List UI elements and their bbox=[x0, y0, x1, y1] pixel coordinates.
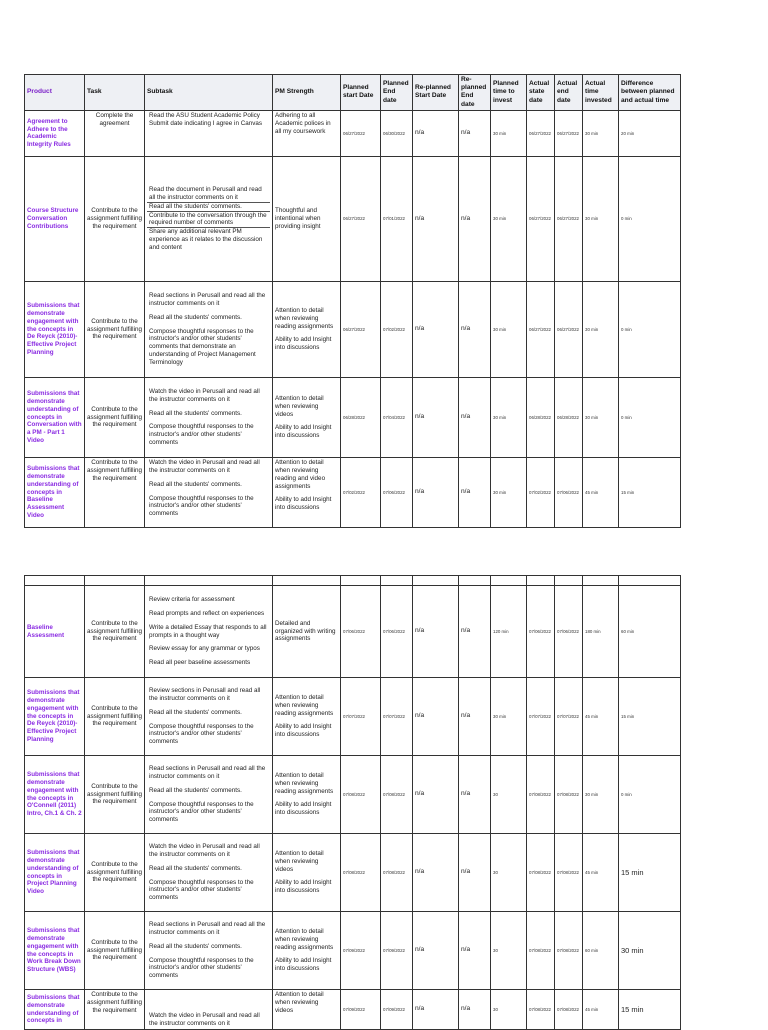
planned-start-cell: 06/28/2022 bbox=[341, 377, 381, 457]
actual-end-cell: 07/06/2022 bbox=[555, 586, 583, 678]
planned-end-cell: 07/08/2022 bbox=[381, 756, 413, 834]
actual-time-cell: 30 min bbox=[583, 156, 619, 281]
subtask-cell bbox=[145, 377, 273, 457]
task-cell: Contribute to the assignment fulfilling the requirement bbox=[85, 281, 145, 377]
replanned-start-cell: n/a bbox=[413, 586, 459, 678]
subtask-cell bbox=[145, 912, 273, 990]
strength-line: Attention to detail when reviewing reading assignments bbox=[275, 693, 334, 717]
pm-strength-cell bbox=[273, 457, 341, 527]
subtask-line: Read all the students' comments. bbox=[149, 708, 242, 716]
strength-line: Ability to add Insight into discussions bbox=[275, 801, 332, 817]
subtask-line: Read all the students' comments. bbox=[149, 942, 242, 950]
planned-start-cell: 06/27/2022 bbox=[341, 156, 381, 281]
replanned-start-cell: n/a bbox=[413, 156, 459, 281]
actual-start-cell: 06/28/2022 bbox=[527, 377, 555, 457]
planned-end-cell: 07/06/2022 bbox=[381, 586, 413, 678]
actual-end-cell: 07/08/2022 bbox=[555, 834, 583, 912]
planned-time-cell: 30 bbox=[491, 912, 527, 990]
subtask-line: Read all the students' comments. bbox=[149, 786, 242, 794]
subtask-line: Write a detailed Essay that responds to all prompts in a thought way bbox=[149, 623, 267, 639]
product-cell: Submissions that demonstrate understanding of concepts in Project Planning Video bbox=[25, 834, 85, 912]
subtask-cell bbox=[145, 457, 273, 527]
header-actual-start: Actual state date bbox=[527, 75, 555, 111]
strength-line: Attention to detail when reviewing videos bbox=[275, 394, 324, 418]
planned-time-cell: 30 bbox=[491, 834, 527, 912]
empty-header-row bbox=[25, 576, 681, 586]
pm-strength-cell bbox=[273, 377, 341, 457]
task-cell: Contribute to the assignment fulfilling the requirement bbox=[85, 834, 145, 912]
difference-cell: 0 min bbox=[619, 281, 681, 377]
subtask-line: Compose thoughtful responses to the instructor's and/or other students' comments bbox=[149, 878, 254, 902]
header-task: Task bbox=[85, 75, 145, 111]
replanned-start-cell: n/a bbox=[413, 990, 459, 1030]
strength-line: Attention to detail when reviewing reading assignments bbox=[275, 771, 334, 795]
header-actual-time: Actual time invested bbox=[583, 75, 619, 111]
subtask-line: Watch the video in Perusall and read all the instructor comments on it bbox=[149, 387, 260, 403]
strength-line: Ability to add Insight into discussions bbox=[275, 336, 332, 352]
subtask-line: Read all the students' comments. bbox=[149, 864, 242, 872]
header-subtask: Subtask bbox=[145, 75, 273, 111]
planned-start-cell: 07/06/2022 bbox=[341, 586, 381, 678]
actual-end-cell: 06/27/2022 bbox=[555, 281, 583, 377]
actual-end-cell: 07/08/2022 bbox=[555, 912, 583, 990]
product-cell: Course Structure Conversation Contributions bbox=[25, 156, 85, 281]
planned-time-cell: 30 min bbox=[491, 678, 527, 756]
task-cell: Contribute to the assignment fulfilling the requirement bbox=[85, 912, 145, 990]
difference-cell: 0 min bbox=[619, 156, 681, 281]
subtask-cell bbox=[145, 678, 273, 756]
subtask-cell bbox=[145, 281, 273, 377]
actual-time-cell: 60 min bbox=[583, 912, 619, 990]
header-planned-start: Planned start Date bbox=[341, 75, 381, 111]
subtask-line: Review essay for any grammar or typos bbox=[149, 645, 260, 653]
product-cell: Submissions that demonstrate understanding of concepts in Conversation with a PM - Part 1 Video bbox=[25, 377, 85, 457]
actual-start-cell: 06/27/2022 bbox=[527, 281, 555, 377]
actual-time-cell: 30 min bbox=[583, 281, 619, 377]
replanned-start-cell: n/a bbox=[413, 110, 459, 156]
subtask-line: Read sections in Perusall and read all the instructor comments on it bbox=[149, 920, 266, 936]
subtask-line: Watch the video in Perusall and read all the instructor comments on it bbox=[149, 842, 260, 858]
actual-start-cell: 07/08/2022 bbox=[527, 834, 555, 912]
strength-line: Attention to detail when reviewing reading assignments bbox=[275, 927, 334, 951]
difference-cell: 60 min bbox=[619, 586, 681, 678]
strength-line: Ability to add Insight into discussions bbox=[275, 957, 332, 973]
actual-start-cell: 06/27/2022 bbox=[527, 110, 555, 156]
difference-cell: 15 min bbox=[619, 457, 681, 527]
actual-start-cell: 07/08/2022 bbox=[527, 990, 555, 1030]
strength-line: Attention to detail when reviewing reading assignments bbox=[275, 306, 334, 330]
subtask-cell bbox=[145, 586, 273, 678]
subtask-line: Watch the video in Perusall and read all the instructor comments on it bbox=[149, 458, 260, 474]
actual-time-cell: 30 min bbox=[583, 756, 619, 834]
table-row bbox=[25, 457, 681, 527]
table-row bbox=[25, 110, 681, 156]
actual-end-cell: 06/27/2022 bbox=[555, 110, 583, 156]
planned-start-cell: 06/27/2022 bbox=[341, 281, 381, 377]
product-cell: Baseline Assessment bbox=[25, 586, 85, 678]
product-cell: Submissions that demonstrate engagement with the concepts in Work Break Down Structure (WBS) bbox=[25, 912, 85, 990]
product-cell: Submissions that demonstrate understanding of concepts in bbox=[25, 990, 85, 1030]
replanned-start-cell: n/a bbox=[413, 281, 459, 377]
task-cell: Contribute to the assignment fulfilling the requirement bbox=[85, 156, 145, 281]
header-actual-end: Actual end date bbox=[555, 75, 583, 111]
product-cell: Submissions that demonstrate understanding of concepts in Baseline Assessment Video bbox=[25, 457, 85, 527]
header-difference: Difference between planned and actual time bbox=[619, 75, 681, 111]
replanned-end-cell: n/a bbox=[459, 457, 491, 527]
planned-end-cell: 07/07/2022 bbox=[381, 678, 413, 756]
actual-time-cell: 30 min bbox=[583, 377, 619, 457]
strength-line: Attention to detail when reviewing videos bbox=[275, 849, 324, 873]
header-replanned-start: Re-planned Start Date bbox=[413, 75, 459, 111]
project-plan-table-1 bbox=[24, 74, 681, 528]
strength-line: Ability to add Insight into discussions bbox=[275, 496, 332, 512]
subtask-cell bbox=[145, 756, 273, 834]
replanned-end-cell: n/a bbox=[459, 281, 491, 377]
planned-end-cell: 07/01/2022 bbox=[381, 156, 413, 281]
actual-start-cell: 07/07/2022 bbox=[527, 678, 555, 756]
header-planned-end: Planned End date bbox=[381, 75, 413, 111]
subtask-line: Compose thoughtful responses to the instructor's and/or other students' comments bbox=[149, 423, 254, 447]
task-cell: Contribute to the assignment fulfilling the requirement bbox=[85, 990, 145, 1030]
strength-line: Ability to add Insight into discussions bbox=[275, 879, 332, 895]
subtask-line: Compose thoughtful responses to the instructor's and/or other students' comments bbox=[149, 800, 254, 824]
pm-strength-cell bbox=[273, 281, 341, 377]
pm-strength-cell bbox=[273, 756, 341, 834]
subtask-line: Compose thoughtful responses to the instructor's and/or other students' comments bbox=[149, 956, 254, 980]
replanned-end-cell: n/a bbox=[459, 912, 491, 990]
task-cell: Contribute to the assignment fulfilling the requirement bbox=[85, 457, 145, 527]
actual-start-cell: 07/08/2022 bbox=[527, 912, 555, 990]
pm-strength-cell bbox=[273, 912, 341, 990]
replanned-end-cell: n/a bbox=[459, 756, 491, 834]
actual-start-cell: 07/06/2022 bbox=[527, 586, 555, 678]
actual-end-cell: 07/08/2022 bbox=[555, 756, 583, 834]
subtask-line: Read the ASU Student Academic Policy bbox=[149, 111, 260, 119]
task-cell: Contribute to the assignment fulfilling the requirement bbox=[85, 678, 145, 756]
actual-time-cell: 45 min bbox=[583, 678, 619, 756]
planned-start-cell: 07/09/2022 bbox=[341, 990, 381, 1030]
header-planned-time: Planned time to invest bbox=[491, 75, 527, 111]
actual-time-cell: 45 min bbox=[583, 990, 619, 1030]
planned-start-cell: 06/27/2022 bbox=[341, 110, 381, 156]
planned-end-cell: 07/08/2022 bbox=[381, 834, 413, 912]
replanned-start-cell: n/a bbox=[413, 756, 459, 834]
replanned-start-cell: n/a bbox=[413, 377, 459, 457]
planned-time-cell: 30 min bbox=[491, 281, 527, 377]
subtask-line: Read prompts and reflect on experiences bbox=[149, 609, 265, 617]
planned-time-cell: 30 bbox=[491, 756, 527, 834]
replanned-start-cell: n/a bbox=[413, 678, 459, 756]
replanned-end-cell: n/a bbox=[459, 990, 491, 1030]
strength-line: Ability to add Insight into discussions bbox=[275, 424, 332, 440]
strength-line: Attention to detail when reviewing reading and video assignments bbox=[275, 458, 326, 490]
subtask-line: Contribute to the conversation through the required number of comments bbox=[147, 212, 270, 229]
subtask-line: Review criteria for assessment bbox=[149, 595, 235, 603]
difference-cell: 15 min bbox=[619, 990, 681, 1030]
subtask-line: Share any additional relevant PM experience as it relates to the discussion and content bbox=[149, 228, 263, 252]
table-row bbox=[25, 678, 681, 756]
subtask-line: Submit date indicating I agree in Canvas bbox=[149, 119, 263, 127]
planned-end-cell: 07/02/2022 bbox=[381, 281, 413, 377]
pm-strength-cell bbox=[273, 156, 341, 281]
subtask-cell bbox=[145, 110, 273, 156]
replanned-end-cell: n/a bbox=[459, 156, 491, 281]
subtask-line: Compose thoughtful responses to the instructor's and/or other students' comments that demonstrate an understanding of Project Management Terminology bbox=[149, 327, 256, 367]
subtask-line: Read all peer baseline assessments bbox=[149, 659, 251, 667]
header-replanned-end: Re-planned End date bbox=[459, 75, 491, 111]
actual-start-cell: 07/02/2022 bbox=[527, 457, 555, 527]
table-row bbox=[25, 281, 681, 377]
subtask-line: Read all the students' comments. bbox=[149, 480, 242, 488]
planned-time-cell: 30 min bbox=[491, 377, 527, 457]
difference-cell: 15 min bbox=[619, 834, 681, 912]
planned-time-cell: 30 bbox=[491, 990, 527, 1030]
task-cell: Contribute to the assignment fulfilling the requirement bbox=[85, 377, 145, 457]
planned-time-cell: 120 min bbox=[491, 586, 527, 678]
subtask-line: Read sections in Perusall and read all the instructor comments on it bbox=[149, 292, 266, 307]
actual-end-cell: 06/27/2022 bbox=[555, 156, 583, 281]
subtask-line: Read all the students' comments. bbox=[147, 203, 270, 212]
subtask-line: Read sections in Perusall and read all the instructor comments on it bbox=[149, 764, 266, 780]
difference-cell: 20 min bbox=[619, 110, 681, 156]
actual-end-cell: 06/28/2022 bbox=[555, 377, 583, 457]
planned-end-cell: 07/09/2022 bbox=[381, 912, 413, 990]
replanned-end-cell: n/a bbox=[459, 678, 491, 756]
header-row bbox=[25, 75, 681, 111]
subtask-cell bbox=[145, 156, 273, 281]
replanned-end-cell: n/a bbox=[459, 586, 491, 678]
pm-strength-cell bbox=[273, 586, 341, 678]
table-row bbox=[25, 156, 681, 281]
actual-time-cell: 45 min bbox=[583, 457, 619, 527]
subtask-line: Read the document in Perusall and read all the instructor comments on it bbox=[147, 186, 270, 203]
subtask-line: Watch the video in Perusall and read all the instructor comments on it bbox=[149, 1012, 260, 1027]
strength-line: Thoughtful and intentional when providing insight bbox=[275, 207, 321, 230]
table-row bbox=[25, 834, 681, 912]
subtask-line: Compose thoughtful responses to the instructor's and/or other students' comments bbox=[149, 494, 254, 518]
project-plan-table-2 bbox=[24, 575, 681, 1030]
strength-line: Ability to add Insight into discussions bbox=[275, 723, 332, 739]
planned-end-cell: 07/09/2022 bbox=[381, 990, 413, 1030]
replanned-end-cell: n/a bbox=[459, 834, 491, 912]
actual-time-cell: 180 min bbox=[583, 586, 619, 678]
planned-time-cell: 30 min bbox=[491, 110, 527, 156]
planned-end-cell: 07/04/2022 bbox=[381, 377, 413, 457]
subtask-line: Review sections in Perusall and read all the instructor comments on it bbox=[149, 686, 261, 702]
pm-strength-cell bbox=[273, 110, 341, 156]
difference-cell: 0 min bbox=[619, 377, 681, 457]
planned-end-cell: 06/30/2022 bbox=[381, 110, 413, 156]
difference-cell: 30 min bbox=[619, 912, 681, 990]
header-product: Product bbox=[25, 75, 85, 111]
replanned-start-cell: n/a bbox=[413, 457, 459, 527]
task-cell: Complete the agreement bbox=[85, 110, 145, 156]
product-cell: Submissions that demonstrate engagement with the concepts in O'Connell (2011) Intro, Ch.1 & Ch. 2 bbox=[25, 756, 85, 834]
pm-strength-cell bbox=[273, 678, 341, 756]
planned-start-cell: 07/02/2022 bbox=[341, 457, 381, 527]
strength-line: Attention to detail when reviewing videos bbox=[275, 991, 324, 1014]
replanned-end-cell: n/a bbox=[459, 377, 491, 457]
task-cell: Contribute to the assignment fulfilling the requirement bbox=[85, 586, 145, 678]
actual-time-cell: 30 min bbox=[583, 110, 619, 156]
table-row bbox=[25, 586, 681, 678]
pm-strength-cell bbox=[273, 834, 341, 912]
header-pm-strength: PM Strength bbox=[273, 75, 341, 111]
actual-end-cell: 07/08/2022 bbox=[555, 990, 583, 1030]
actual-start-cell: 07/08/2022 bbox=[527, 756, 555, 834]
replanned-start-cell: n/a bbox=[413, 834, 459, 912]
planned-time-cell: 30 min bbox=[491, 457, 527, 527]
product-cell: Submissions that demonstrate engagement with the concepts in De Reyck (2010)-Effective Project Planning bbox=[25, 678, 85, 756]
replanned-start-cell: n/a bbox=[413, 912, 459, 990]
planned-time-cell: 30 min bbox=[491, 156, 527, 281]
planned-start-cell: 07/08/2022 bbox=[341, 834, 381, 912]
actual-end-cell: 07/06/2022 bbox=[555, 457, 583, 527]
subtask-line: Compose thoughtful responses to the instructor's and/or other students' comments bbox=[149, 722, 254, 746]
table-row bbox=[25, 756, 681, 834]
subtask-line: Read all the students' comments. bbox=[149, 313, 242, 321]
planned-start-cell: 07/09/2022 bbox=[341, 912, 381, 990]
planned-start-cell: 07/08/2022 bbox=[341, 756, 381, 834]
subtask-cell bbox=[145, 834, 273, 912]
planned-end-cell: 07/06/2022 bbox=[381, 457, 413, 527]
actual-end-cell: 07/07/2022 bbox=[555, 678, 583, 756]
strength-line: Adhering to all Academic polices in all my coursework bbox=[275, 111, 331, 135]
difference-cell: 0 min bbox=[619, 756, 681, 834]
table-row bbox=[25, 377, 681, 457]
replanned-end-cell: n/a bbox=[459, 110, 491, 156]
planned-start-cell: 07/07/2022 bbox=[341, 678, 381, 756]
product-cell: Agreement to Adhere to the Academic Integrity Rules bbox=[25, 110, 85, 156]
product-cell: Submissions that demonstrate engagement with the concepts in De Reyck (2010)-Effective Project Planning bbox=[25, 281, 85, 377]
task-cell: Contribute to the assignment fulfilling the requirement bbox=[85, 756, 145, 834]
table-row bbox=[25, 912, 681, 990]
actual-time-cell: 45 min bbox=[583, 834, 619, 912]
difference-cell: 15 min bbox=[619, 678, 681, 756]
actual-start-cell: 06/27/2022 bbox=[527, 156, 555, 281]
subtask-line: Read all the students' comments. bbox=[149, 409, 242, 417]
strength-line: Detailed and organized with writing assignments bbox=[275, 619, 336, 643]
